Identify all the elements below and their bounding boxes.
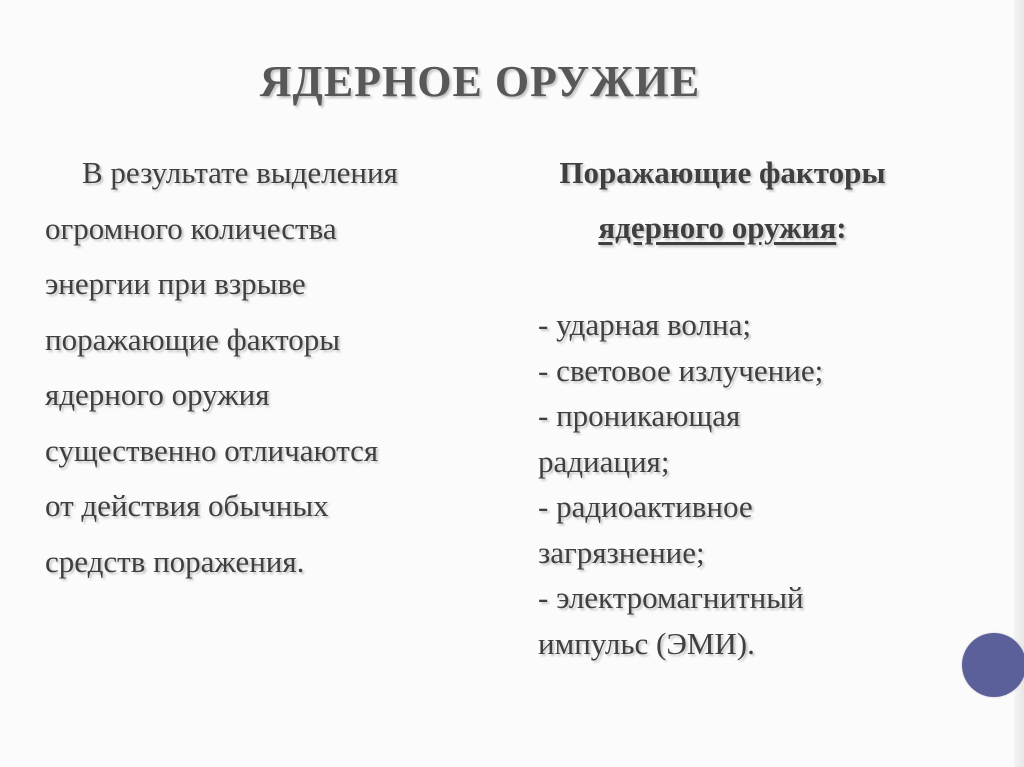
factors-section [500, 145, 930, 661]
factor-item: - проникающая [538, 398, 741, 433]
intro-line: ядерного оружия [45, 377, 270, 412]
factor-item: - радиоактивное [538, 489, 753, 524]
intro-line: средств поражения. [45, 543, 305, 579]
intro-line: огромного количества [45, 210, 337, 246]
intro-line: В результате выделения [82, 155, 398, 190]
factors-heading-line1: Поражающие факторы [559, 155, 886, 190]
decorative-circle-icon [962, 633, 1024, 697]
factors-heading-underlined: ядерного оружия [598, 210, 837, 245]
factor-item-continuation: радиация; [538, 443, 670, 479]
factor-item: - электромагнитный [538, 580, 804, 615]
factor-item-continuation: импульс (ЭМИ). [538, 625, 755, 661]
factors-list [538, 302, 823, 666]
slide-title: ЯДЕРНОЕ ОРУЖИЕ [259, 57, 701, 106]
factor-item: - световое излучение; [538, 352, 824, 388]
factors-heading-line2 [515, 200, 930, 255]
intro-line: энергии при взрыве [45, 266, 306, 301]
intro-line: от действия обычных [45, 488, 329, 523]
factor-item-continuation: загрязнение; [538, 534, 705, 570]
intro-line: поражающие факторы [45, 321, 341, 357]
factors-heading [515, 145, 930, 255]
intro-line: существенно отличаются [45, 432, 379, 468]
factor-item: - ударная волна; [538, 307, 751, 342]
factors-heading-colon: : [836, 210, 847, 245]
intro-paragraph [45, 145, 475, 589]
